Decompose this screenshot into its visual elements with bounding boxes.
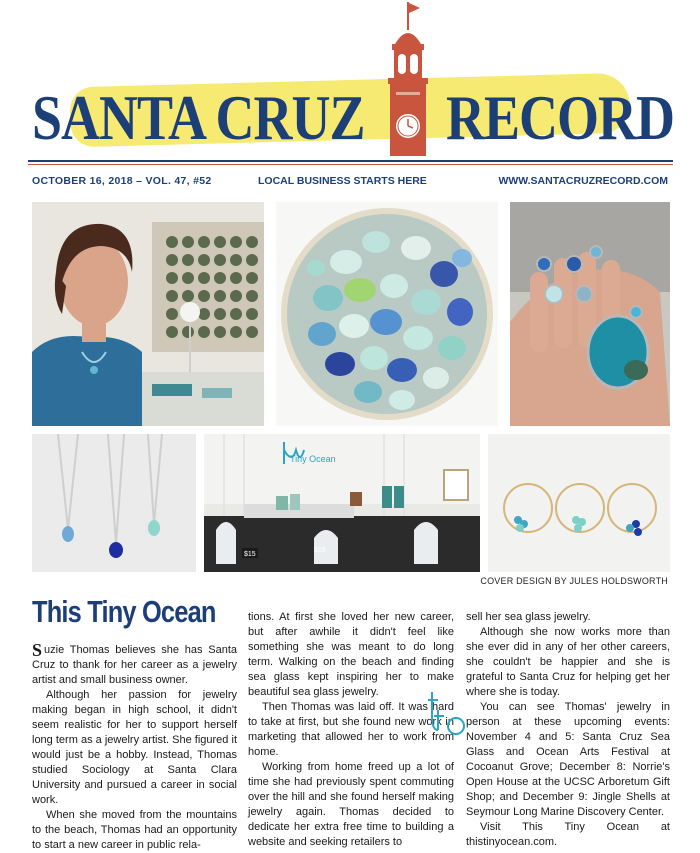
article-col3-paragraph: Visit This Tiny Ocean at thistinyocean.com. [466, 821, 670, 848]
article-col2-paragraph: tions. At first she loved her new career, but after awhile it didn't feel like something she was meant to do long term. Walking on the beach and finding sea glass kept inspiring her to make beautiful sea glass jewelry. [248, 611, 454, 698]
booth-price-tag-2: $15 [314, 547, 326, 554]
article-col1-paragraph: Although her passion for jewelry making began in high school, it didn't seem realistic for her to support herself long term as a jewelry artist. She figured it would just be a hobby. Instead, Thomas studied Sociology at Santa Clara University and pursued a career in social work. [32, 689, 237, 806]
article-column-2 [248, 610, 454, 850]
dateline: OCTOBER 16, 2018 – VOL. 47, #52 [32, 175, 212, 187]
photo-market-booth [204, 434, 480, 572]
article-col3-paragraph: sell her sea glass jewelry. [466, 611, 591, 623]
article-col1-paragraph: Suzie Thomas believes she has Santa Cruz to thank for her career as a jewelry artist and small business owner. [32, 640, 237, 686]
photo-artist-portrait [32, 202, 264, 426]
photo-rings-on-hand [510, 202, 670, 426]
cover-design-credit: COVER DESIGN BY JULES HOLDSWORTH [480, 576, 668, 586]
masthead-right-word: RECORD [446, 82, 675, 154]
masthead-rule [28, 160, 673, 162]
photo-sea-glass-bowl [276, 202, 498, 426]
article-col3-paragraph: Although she now works more than she ever did in any of her other careers, she couldn't be happier and she is grateful to Santa Cruz for helping get her where she is today. [466, 626, 670, 698]
article-column-1 [32, 640, 237, 853]
photo-necklaces [32, 434, 196, 572]
booth-sign-text: Tiny Ocean [290, 454, 336, 464]
masthead-left-word: SANTA CRUZ [32, 82, 365, 154]
photo-hoop-earrings [488, 434, 670, 572]
tagline: LOCAL BUSINESS STARTS HERE [258, 175, 427, 187]
article-col3-paragraph: You can see Thomas' jewelry in person at these upcoming events: November 4 and 5: Santa Cruz Sea Glass and Ocean Arts Festival at Cocoanut Grove; December 8: Norrie's Open House at the UCSC Arboretum Gift Shop; and December 9: Jingle Shells at Seymour Long Marine Discovery Center. [466, 701, 670, 818]
article-col2-paragraph: Working from home freed up a lot of time she had previously spent commuting over the hill and she found herself making jewelry again. Thomas decided to dedicate her extra free time to building a website and seeking retailers to [248, 761, 454, 848]
clock-tower-logo [372, 0, 444, 160]
drop-cap: S [32, 640, 43, 660]
booth-price-tag-1: $15 [244, 551, 256, 558]
article-col2-paragraph: Then Thomas was laid off. It was hard to take at first, but she found new work in marketing that allowed her to work from home. [248, 701, 454, 758]
website-url: WWW.SANTACRUZRECORD.COM [498, 175, 668, 187]
article-column-3 [466, 610, 670, 850]
article-headline: This Tiny Ocean [32, 594, 216, 629]
masthead-rule-accent [28, 164, 673, 165]
article-col1-paragraph: When she moved from the mountains to the beach, Thomas had an opportunity to start a new career in public rela- [32, 809, 237, 851]
